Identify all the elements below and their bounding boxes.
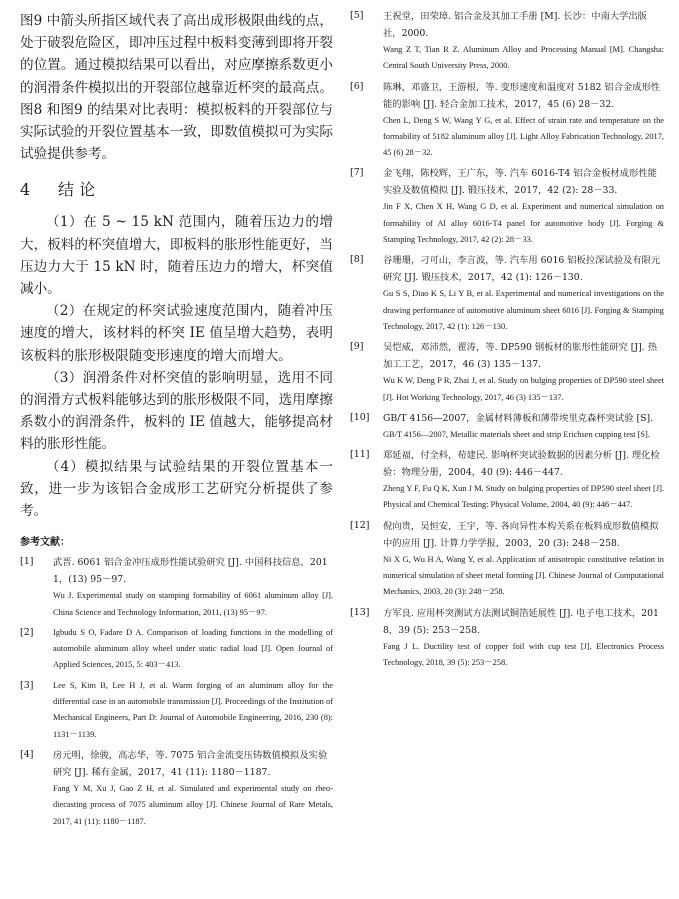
reference-number: [11] (350, 449, 370, 461)
reference-zh: 倪向贵，吴恒安，王宇，等. 各向异性本构关系在板料成形数值模拟中的应用 [J]. 计算力学学报，2003，20 (3): 248－258. (383, 520, 659, 549)
section-heading (20, 178, 333, 202)
intro-paragraph: 图9 中箭头所指区域代表了高出成形极限曲线的点，处于破裂危险区，即冲压过程中板料变薄到即将开裂的位置。通过模拟结果可以看出，对应摩擦系数更小的润滑条件模拟出的开裂部位越靠近杯突的最高点。图8 和图9 的结果对比表明：模拟板料的开裂部位与实际试验的开裂位置基本一致，即数值模拟可为实际试验提供参考。 (20, 13, 333, 163)
reference-item-9 (350, 339, 664, 406)
reference-zh: 方军良. 应用杯突测试方法测试铜箔延展性 [J]. 电子电工技术，2018，39 (5): 253－258. (383, 607, 659, 636)
reference-en: Chen L, Deng S W, Wang Y G, et al. Effect of strain rate and temperature on the formability of 5182 aluminum alloy [J]. Light Alloy Fabrication Technology, 2017, 45 (6) 28－32. (383, 115, 664, 158)
section-title: 结 论 (58, 180, 96, 200)
reference-zh: 谷珊珊，刁可山，李言波，等. 汽车用 6016 铝板拉深试验及有限元研究 [J]. 锻压技术，2017，42 (1): 126－130. (383, 255, 661, 284)
reference-item-12 (350, 518, 664, 601)
reference-number: [3] (20, 679, 34, 691)
reference-item-8 (350, 252, 664, 335)
reference-zh: 房元明，徐骏，高志华，等. 7075 铝合金流变压铸数值模拟及实验研究 [J]. 稀有金属，2017，41 (11): 1180－1187. (53, 749, 328, 778)
reference-number: [5] (350, 10, 364, 21)
reference-item-3 (20, 678, 333, 743)
reference-en: GB/T 4156—2007, Metallic materials sheet and strip Erichsen cupping test [S]. (383, 429, 650, 439)
reference-item-7 (350, 165, 664, 248)
reference-item-1 (20, 554, 333, 621)
reference-item-5 (350, 8, 664, 75)
reference-en: Jin F X, Chen X H, Wang G D, et al. Experiment and numerical simulation on formability of Al alloy 6016-T4 panel for automotive body [J]. Forging & Stamping Technology, 2017, 42 (2): 28－33. (383, 202, 664, 245)
reference-en: Wu J. Experimental study on stamping formability of 6061 aluminum alloy [J]. China Science and Technology Information, 2011, (13) 95－97. (53, 591, 333, 617)
reference-zh: 武晋. 6061 铝合金冲压成形性能试验研究 [J]. 中国科技信息，2011，(13) 95－97. (53, 557, 328, 586)
reference-number: [4] (20, 748, 34, 760)
reference-number: [10] (350, 411, 370, 423)
reference-number: [6] (350, 80, 364, 92)
reference-en: Wu K W, Deng P R, Zhai J, et al. Study on bulging properties of DP590 steel sheet [J]. Hot Working Technology, 2017, 46 (3) 135－137. (383, 376, 664, 402)
reference-number: [13] (350, 606, 370, 618)
reference-zh: 郑延福，付全科，荀建民. 影响杯突试验数据的因素分析 [J]. 理化检验：物理分册，2004，40 (9): 446－447. (383, 450, 660, 479)
conclusion-2: （2）在规定的杯突试验速度范围内，随着冲压速度的增大，该材料的杯突 IE 值呈增大趋势，表明该板料的胀形极限随变形速度的增大而增大。 (20, 303, 333, 364)
reference-en: Gu S S, Diao K S, Li Y B, et al. Experimental and numerical investigations on the drawing performance of automotive aluminum sheet 6016 [J]. Forging & Stamping Technology, 2017, 42 (1): 126－130. (383, 289, 664, 331)
reference-en: Ni X G, Wu H A, Wang Y, et al. Application of anisotropic constitutive relation in numerical simulation of sheet metal forming [J]. Chinese Journal of Computational Mechanics, 2003, 20 (3): 248－258. (383, 554, 664, 597)
reference-en: Zheng Y F, Fu Q K, Xun J M. Study on bulging properties of DP590 steel sheet [J]. Physical and Chemical Testing: Physical Volume, 2004, 40 (9): 446－447. (383, 484, 664, 510)
reference-number: [9] (350, 341, 364, 353)
reference-number: [7] (350, 167, 364, 179)
right-column (350, 8, 664, 675)
section-number: 4 (20, 180, 31, 200)
reference-zh: 陈琳，邓盛卫，王游根，等. 变形速度和温度对 5182 铝合金成形性能的影响 [J]. 轻合金加工技术，2017，45 (6) 28－32. (383, 81, 661, 110)
reference-item-4 (20, 747, 333, 830)
reference-en: Fang Y M, Xu J, Gao Z H, et al. Simulated and experimental study on rheo-diecasting process of 7075 aluminum alloy [J]. Chinese Journal of Rare Metals, 2017, 41 (11): 1180－1187. (53, 783, 333, 826)
reference-item-13 (350, 605, 664, 672)
reference-en: Igbudu S O, Fadare D A. Comparison of loading functions in the modelling of automobile aluminum alloy wheel under static radial load [J]. Open Journal of Applied Sciences, 2015, 5: 403－413. (53, 627, 333, 670)
reference-number: [1] (20, 556, 34, 568)
conclusion-4: （4）模拟结果与试验结果的开裂位置基本一致，进一步为该铝合金成形工艺研究分析提供了参考。 (20, 458, 333, 520)
reference-zh: 吴恺威，邓沛然，翟涛，等. DP590 钢板材的胀形性能研究 [J]. 热加工工艺，2017，46 (3) 135－137. (383, 342, 657, 371)
reference-item-10 (350, 410, 664, 443)
references-heading: 参考文献： (20, 537, 70, 549)
reference-zh: 金飞翔，陈校辉，王广东，等. 汽车 6016-T4 铝合金板材成形性能实验及数值模拟 [J]. 锻压技术，2017，42 (2): 28－33. (383, 168, 657, 197)
reference-zh: 王祝堂，田荣璋. 铝合金及其加工手册 [M]. 长沙：中南大学出版社，2000. (383, 11, 647, 39)
reference-en: Wang Z T, Tian R Z. Aluminum Alloy and Processing Manual [M]. Changsha: Central South University Press, 2000. (383, 45, 664, 71)
reference-en: Fang J L. Ductility test of copper foil with cup test [J]. Electronics Process Technology, 2018, 39 (5): 253－258. (383, 641, 664, 667)
left-column (20, 10, 333, 834)
reference-number: [2] (20, 626, 34, 638)
reference-item-6 (350, 79, 664, 162)
conclusion-3: （3）润滑条件对杯突值的影响明显，选用不同的润滑方式板料能够达到的胀形极限不同，选用摩擦系数小的润滑条件，板料的 IE 值越大，能够提高材料的胀形性能。 (20, 369, 333, 453)
conclusion-1: （1）在 5 ~ 15 kN 范围内，随着压边力的增大，板料的杯突值增大，即板料的胀形性能更好，当压边力大于 15 kN 时，随着压边力的增大，杯突值减小。 (20, 214, 333, 298)
reference-zh: GB/T 4156—2007，金属材料薄板和薄带埃里克森杯突试验 [S]. (383, 412, 654, 424)
reference-number: [12] (350, 519, 370, 531)
reference-item-2 (20, 625, 333, 674)
reference-en: Lee S, Kim B, Lee H J, et al. Warm forging of an aluminum alloy for the differential case in an automobile transmission [J]. Proceedings of the Institution of Mechanical Engineers, Part D: Journal of Automobile Engineering, 2016, 230 (8): 1131－1139. (53, 680, 333, 739)
reference-number: [8] (350, 254, 364, 266)
reference-item-11 (350, 447, 664, 514)
